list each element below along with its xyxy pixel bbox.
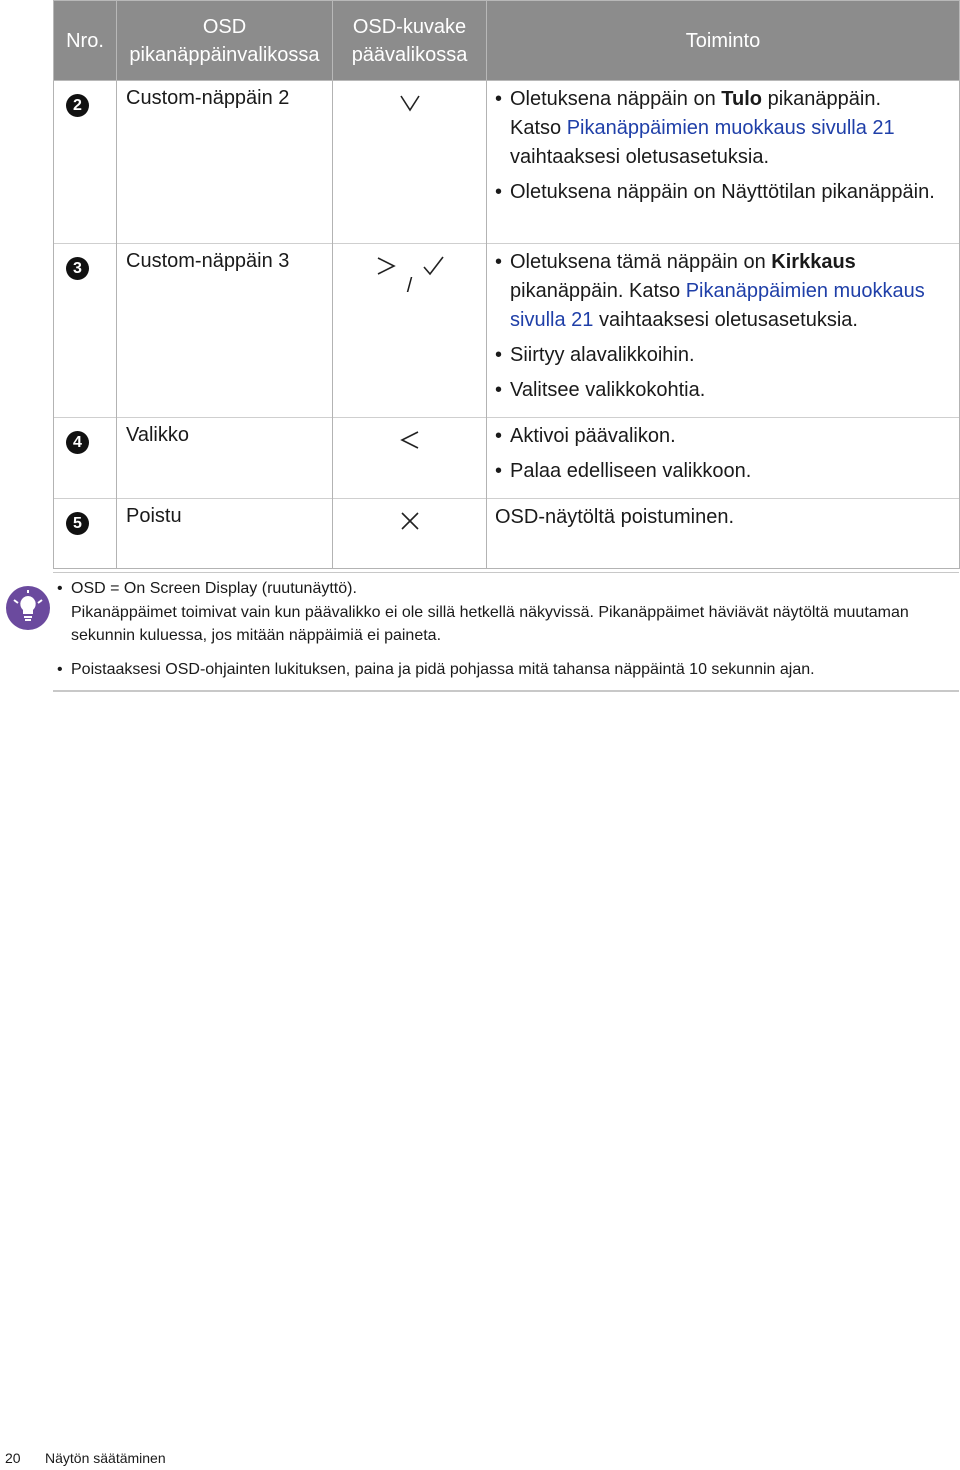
function-bullet: • Siirtyy alavalikkoihin. xyxy=(495,341,953,370)
chevron-left-icon xyxy=(398,428,422,452)
key-name: Custom-näppäin 3 xyxy=(117,244,333,418)
page-link[interactable]: Pikanäppäimien muokkaus sivulla 21 xyxy=(510,280,925,331)
note-bullet: • Poistaaksesi OSD-ohjainten lukituksen, paina ja pidä pohjassa mitä tahansa näppäintä 10 sekunnin ajan. xyxy=(57,661,815,678)
header-icon xyxy=(333,1,487,81)
function-bullet: • Valitsee valikkokohtia. xyxy=(495,376,953,405)
table-row xyxy=(54,81,960,244)
key-name: Valikko xyxy=(117,418,333,499)
function-bullet: • Aktivoi päävalikon. xyxy=(495,422,953,451)
function-text: OSD-näytöltä poistuminen. xyxy=(487,499,960,569)
table-row xyxy=(54,244,960,418)
osd-key-table xyxy=(53,0,960,569)
table-row xyxy=(54,418,960,499)
header-icon-line1: OSD-kuvake xyxy=(352,15,467,38)
function-bullet: • Oletuksena tämä näppäin on Kirkkaus pikanäppäin. Katso Pikanäppäimien muokkaus sivulla 21 vaihtaaksesi oletusasetuksia. xyxy=(495,248,953,335)
header-osd-line1: OSD xyxy=(202,15,247,38)
key-name: Custom-näppäin 2 xyxy=(117,81,333,244)
section-title: Näytön säätäminen xyxy=(45,1450,166,1466)
note-bullet: • OSD = On Screen Display (ruutunäyttö). xyxy=(57,580,357,597)
header-osd xyxy=(117,1,333,81)
icon-separator: / xyxy=(406,275,413,297)
chevron-right-icon xyxy=(374,254,398,278)
header-icon-line2: päävalikossa xyxy=(351,43,468,66)
function-bullet: • Oletuksena näppäin on Tulo pikanäppäin. Katso Pikanäppäimien muokkaus sivulla 21 vaihtaaksesi oletusasetuksia. xyxy=(495,85,953,172)
number-badge: 3 xyxy=(66,257,89,280)
note-text: Pikanäppäimet toimivat vain kun päävalikko ei ole sillä hetkellä näkyvissä. Pikanäppäimet häviävät näytöltä muutaman sekunnin kuluessa, jos mitään näppäimiä ei paineta. xyxy=(71,604,909,644)
close-icon xyxy=(398,509,422,533)
header-osd-line2: pikanäppäinvalikossa xyxy=(129,43,320,66)
header-func: Toiminto xyxy=(487,1,960,81)
number-badge: 2 xyxy=(66,94,89,117)
check-icon xyxy=(421,254,445,278)
table-row xyxy=(54,499,960,569)
table-header-row xyxy=(54,1,960,81)
function-bullet: • Oletuksena näppäin on Näyttötilan pikanäppäin. xyxy=(495,178,953,207)
note-box xyxy=(53,572,959,692)
page-footer xyxy=(5,1450,166,1466)
header-num: Nro. xyxy=(54,1,117,81)
function-bullet: • Palaa edelliseen valikkoon. xyxy=(495,457,953,486)
page-number: 20 xyxy=(5,1450,21,1466)
key-name: Poistu xyxy=(117,499,333,569)
page-link[interactable]: Pikanäppäimien muokkaus sivulla 21 xyxy=(566,117,895,139)
chevron-down-icon xyxy=(398,91,422,115)
lightbulb-icon xyxy=(5,585,51,631)
number-badge: 4 xyxy=(66,431,89,454)
number-badge: 5 xyxy=(66,512,89,535)
